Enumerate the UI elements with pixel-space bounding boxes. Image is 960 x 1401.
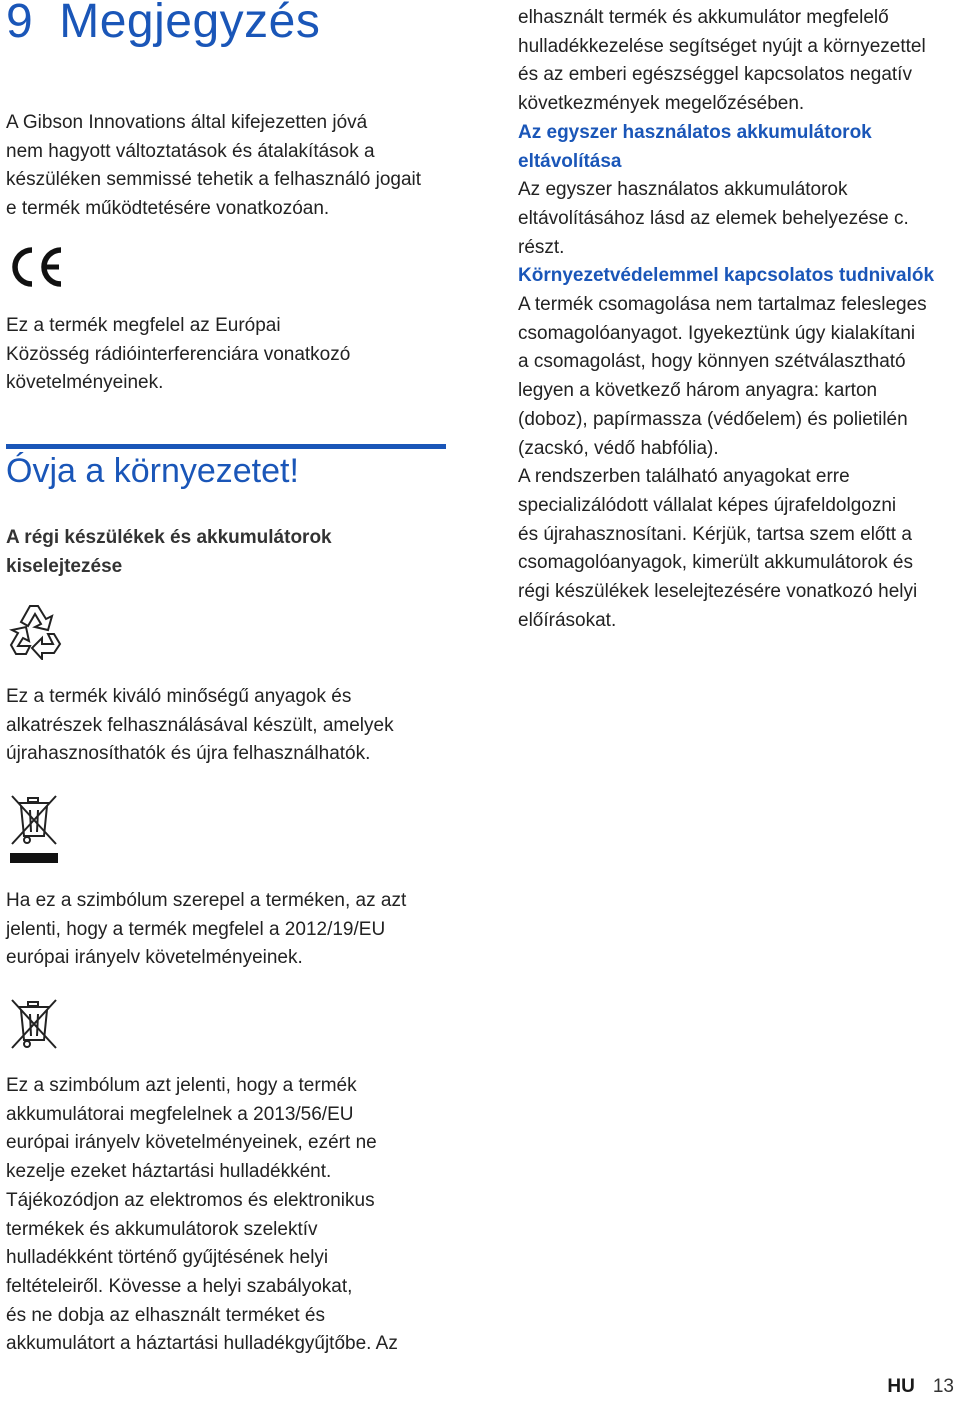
ce-mark-icon <box>8 244 66 290</box>
intro-line: nem hagyott változtatások és átalakítások a <box>6 140 375 162</box>
continuation-line: hulladékkezelése segítséget nyújt a környezettel <box>518 35 926 57</box>
packaging-line: (zacskó, védő habfólia). <box>518 437 719 459</box>
packaging-line: csomagolóanyagok, kimerült akkumulátorok és <box>518 552 913 574</box>
battery-line: feltételeiről. Kövesse a helyi szabályokat, <box>6 1275 353 1297</box>
battery-line: Tájékozódjon az elektromos és elektronikus <box>6 1189 375 1211</box>
packaging-line: a csomagolást, hogy könnyen szétválasztható <box>518 351 906 373</box>
weee-line: jelenti, hogy a termék megfelel a 2012/19/EU <box>6 918 386 940</box>
battery-line: hulladékként történő gyűjtésének helyi <box>6 1247 329 1269</box>
battery-line: akkumulátort a háztartási hulladékgyűjtőbe. Az <box>6 1333 398 1355</box>
crossed-out-bin-with-bar-icon <box>6 790 62 866</box>
packaging-line: specializálódott vállalat képes újrafeldolgozni <box>518 494 897 516</box>
page-footer <box>887 1376 954 1398</box>
disposal-heading <box>6 524 332 581</box>
packaging-line: csomagolóanyagot. Igyekeztünk úgy kialakítani <box>518 322 916 344</box>
chapter-number: 9 <box>6 0 34 48</box>
page-number: 13 <box>932 1376 954 1397</box>
crossed-out-bin-icon <box>6 994 62 1054</box>
single-use-heading-line: eltávolítása <box>518 150 622 172</box>
single-use-heading <box>518 119 958 176</box>
battery-line: európai irányelv követelményeinek, ezért ne <box>6 1132 377 1154</box>
ce-line: Közösség rádióinterferenciára vonatkozó <box>6 343 351 365</box>
battery-line: kezelje ezeket háztartási hulladékként. <box>6 1161 332 1183</box>
packaging-paragraph <box>518 291 958 635</box>
battery-line: és ne dobja az elhasznált terméket és <box>6 1304 325 1326</box>
battery-line: akkumulátorai megfelelnek a 2013/56/EU <box>6 1103 354 1125</box>
disposal-heading-line: A régi készülékek és akkumulátorok <box>6 527 332 548</box>
ce-paragraph <box>6 312 350 398</box>
battery-paragraph <box>6 1072 398 1359</box>
battery-line: Ez a szimbólum azt jelenti, hogy a termék <box>6 1075 357 1096</box>
continuation-line: és az emberi egészséggel kapcsolatos negatív <box>518 64 912 86</box>
chapter-title-text: Megjegyzés <box>59 0 321 48</box>
chapter-title <box>6 0 320 49</box>
ce-line: Ez a termék megfelel az Európai <box>6 315 281 336</box>
ce-line: követelményeinek. <box>6 372 164 394</box>
continuation-line: következmények megelőzésében. <box>518 93 805 115</box>
intro-line: e termék működtetésére vonatkozóan. <box>6 198 330 220</box>
single-use-line: Az egyszer használatos akkumulátorok <box>518 179 848 201</box>
intro-line: A Gibson Innovations által kifejezetten jóvá <box>6 112 368 133</box>
single-use-line: eltávolításához lásd az elemek behelyezése c. <box>518 207 909 229</box>
disposal-heading-line: kiselejtezése <box>6 555 123 577</box>
packaging-line: és újrahasznosítani. Kérjük, tartsa szem előtt a <box>518 523 912 545</box>
packaging-line: előírásokat. <box>518 609 617 631</box>
packaging-line: régi készülékek leselejtezésére vonatkozó helyi <box>518 581 918 603</box>
continuation-paragraph <box>518 4 958 119</box>
weee-line: Ha ez a szimbólum szerepel a terméken, az azt <box>6 890 407 911</box>
packaging-line: A rendszerben található anyagokat erre <box>518 466 850 488</box>
single-use-heading-line: Az egyszer használatos akkumulátorok <box>518 121 872 143</box>
env-info-heading: Környezetvédelemmel kapcsolatos tudnivalók <box>518 265 935 287</box>
weee-paragraph <box>6 887 406 973</box>
right-column <box>518 4 958 635</box>
battery-line: termékek és akkumulátorok szelektív <box>6 1218 318 1240</box>
language-code: HU <box>887 1376 915 1397</box>
section-divider <box>6 444 446 449</box>
recycle-icon <box>8 600 66 660</box>
single-use-paragraph <box>518 176 958 262</box>
intro-paragraph <box>6 109 421 224</box>
intro-line: készüléken semmissé tehetik a felhasználó jogait <box>6 169 422 191</box>
materials-line: újrahasznosíthatók és újra felhasználhatók. <box>6 743 371 765</box>
single-use-line: részt. <box>518 236 565 258</box>
packaging-line: legyen a következő három anyagra: karton <box>518 380 878 402</box>
materials-line: alkatrészek felhasználásával készült, amelyek <box>6 714 394 736</box>
materials-line: Ez a termék kiváló minőségű anyagok és <box>6 686 352 707</box>
materials-paragraph <box>6 683 394 769</box>
packaging-line: A termék csomagolása nem tartalmaz felesleges <box>518 294 927 316</box>
weee-line: európai irányelv követelményeinek. <box>6 947 303 969</box>
packaging-line: (doboz), papírmassza (védőelem) és polietilén <box>518 408 908 430</box>
section-title: Óvja a környezetet! <box>6 452 299 490</box>
continuation-line: elhasznált termék és akkumulátor megfelelő <box>518 7 889 28</box>
